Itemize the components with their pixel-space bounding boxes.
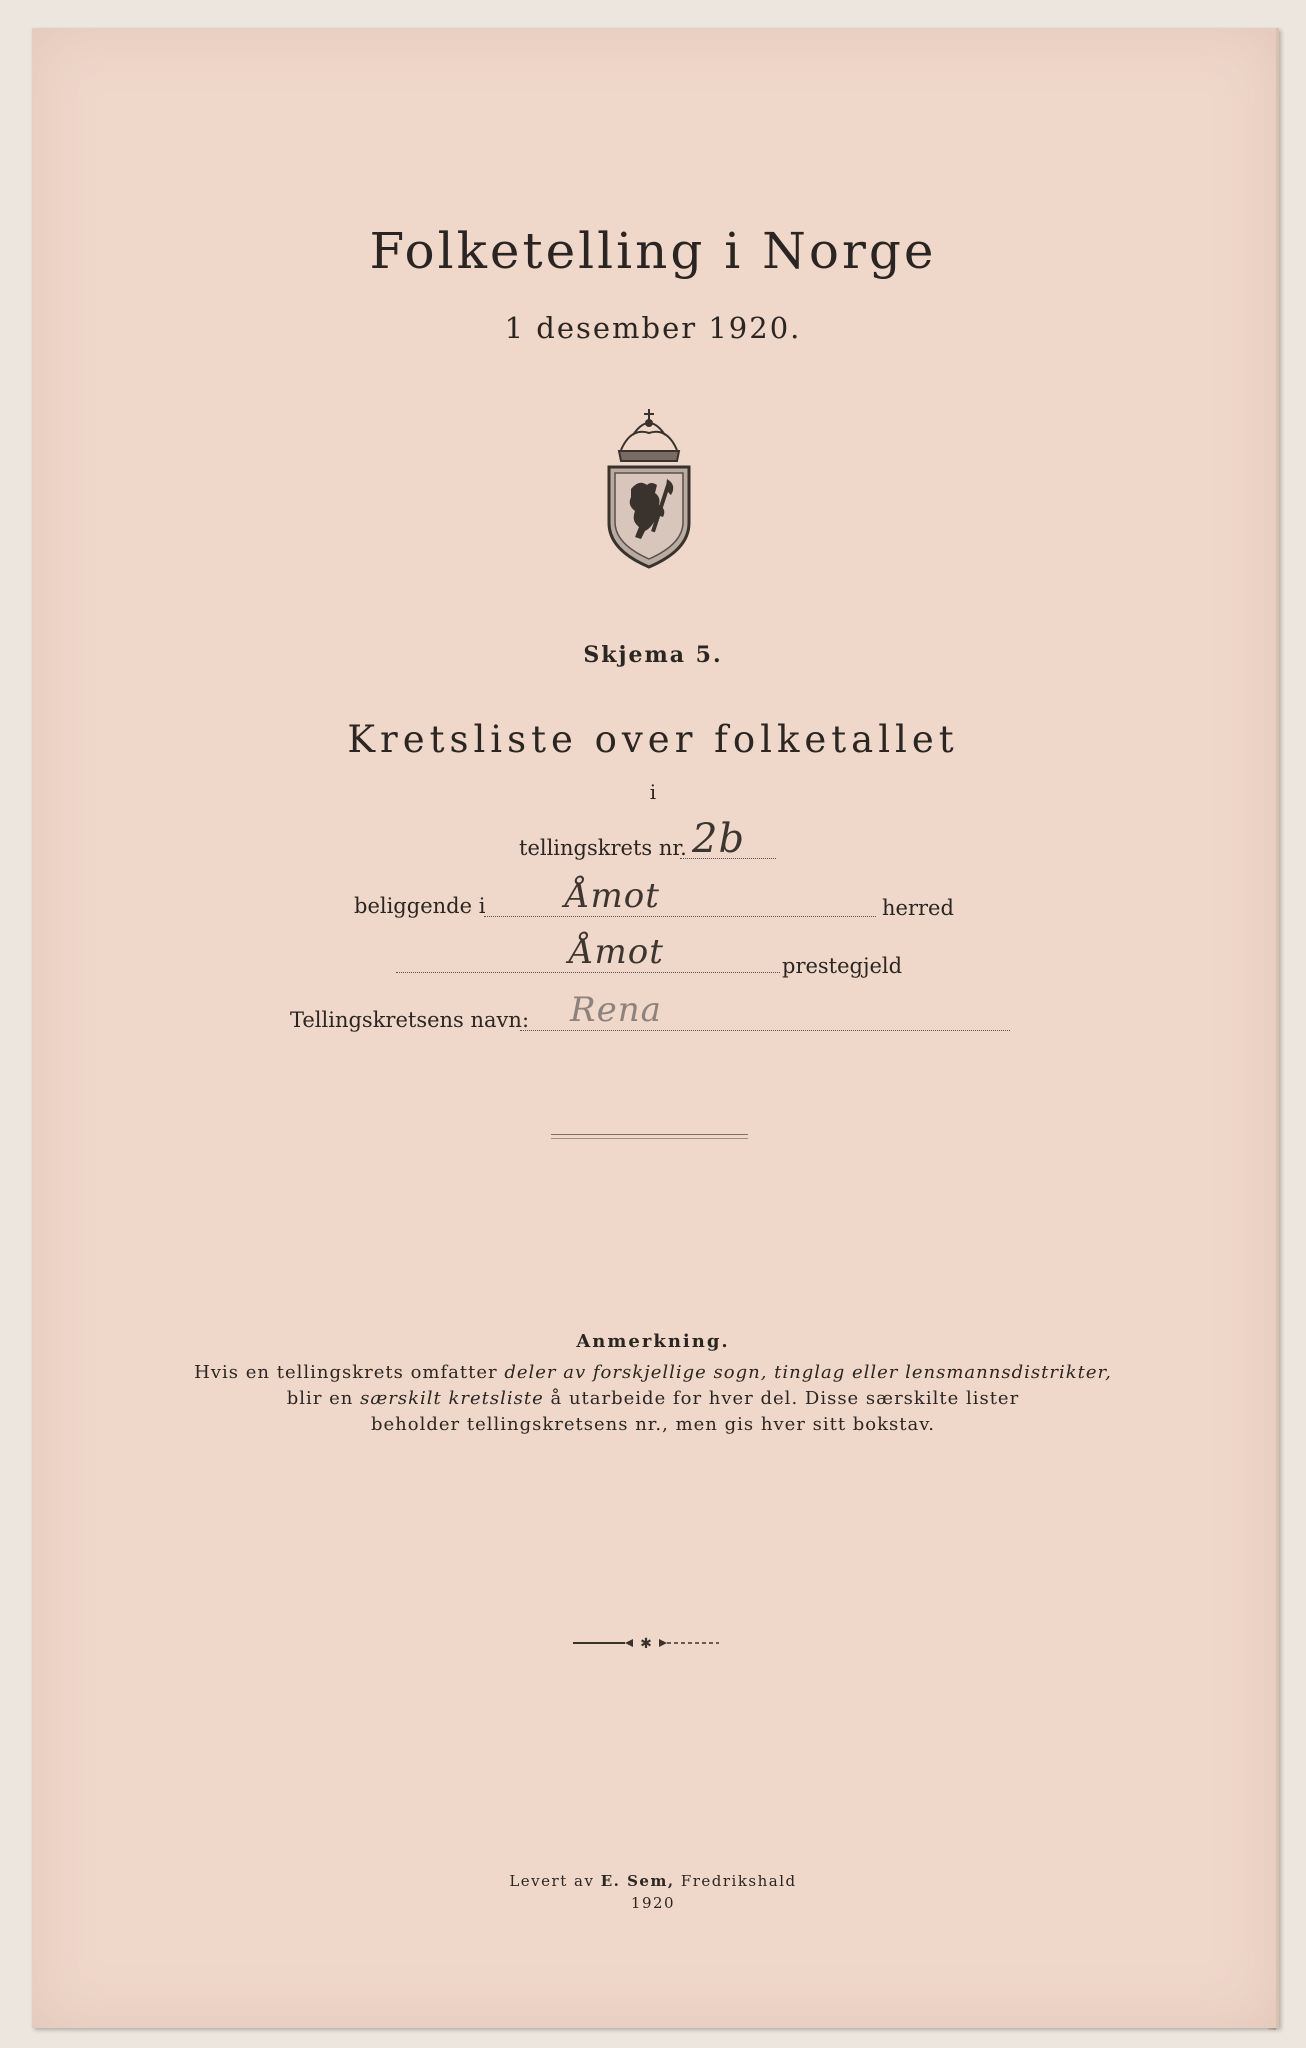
printer-line: [0, 1872, 1306, 1890]
beliggende-label: beliggende i: [354, 894, 486, 918]
krets-name-line: [520, 1030, 1010, 1031]
note-line-1-a: Hvis en tellingskrets omfatter: [194, 1362, 505, 1383]
note-line-1-b: deler av forskjellige sogn, tinglag eller lensmannsdistrikter,: [504, 1362, 1112, 1383]
form-heading: Kretsliste over folketallet: [347, 718, 959, 761]
census-date: 1 desember 1920.: [504, 311, 802, 345]
note-line-3: beholder tellingskretsens nr., men gis hver sitt bokstav.: [370, 1414, 935, 1435]
norway-coat-of-arms-icon: [601, 405, 697, 570]
note-line-2-a: blir en: [286, 1388, 361, 1409]
schema-number: Skjema 5.: [583, 642, 723, 668]
herred-label: herred: [882, 896, 954, 920]
printer-place: Fredrikshald: [674, 1872, 797, 1890]
star-ornament-icon: [571, 1636, 721, 1650]
section-divider: [551, 1134, 748, 1139]
preposition-i: i: [649, 780, 657, 804]
note-line-2-c: å utarbeide for hver del. Disse særskilte lister: [543, 1388, 1020, 1409]
note-heading: Anmerkning.: [576, 1331, 730, 1352]
prestegjeld-label: prestegjeld: [782, 954, 903, 978]
svg-text:✱: ✱: [640, 1636, 652, 1650]
note-line-2: [0, 1388, 1306, 1409]
prestegjeld-line: [396, 972, 780, 973]
note-line-1: [0, 1362, 1306, 1383]
krets-number-label: tellingskrets nr.: [519, 836, 687, 860]
printer-year: 1920: [630, 1894, 676, 1912]
krets-number-value: 2b: [692, 816, 746, 862]
note-line-2-b: særskilt kretsliste: [360, 1388, 544, 1409]
printer-name: E. Sem,: [600, 1872, 675, 1890]
krets-name-label: Tellingskretsens navn:: [290, 1008, 530, 1032]
prestegjeld-value: Åmot: [569, 932, 664, 972]
printer-prefix: Levert av: [509, 1872, 601, 1890]
page-title: Folketelling i Norge: [369, 222, 937, 280]
herred-line: [484, 916, 876, 917]
herred-value: Åmot: [565, 876, 660, 916]
krets-name-value: Rena: [570, 990, 662, 1030]
